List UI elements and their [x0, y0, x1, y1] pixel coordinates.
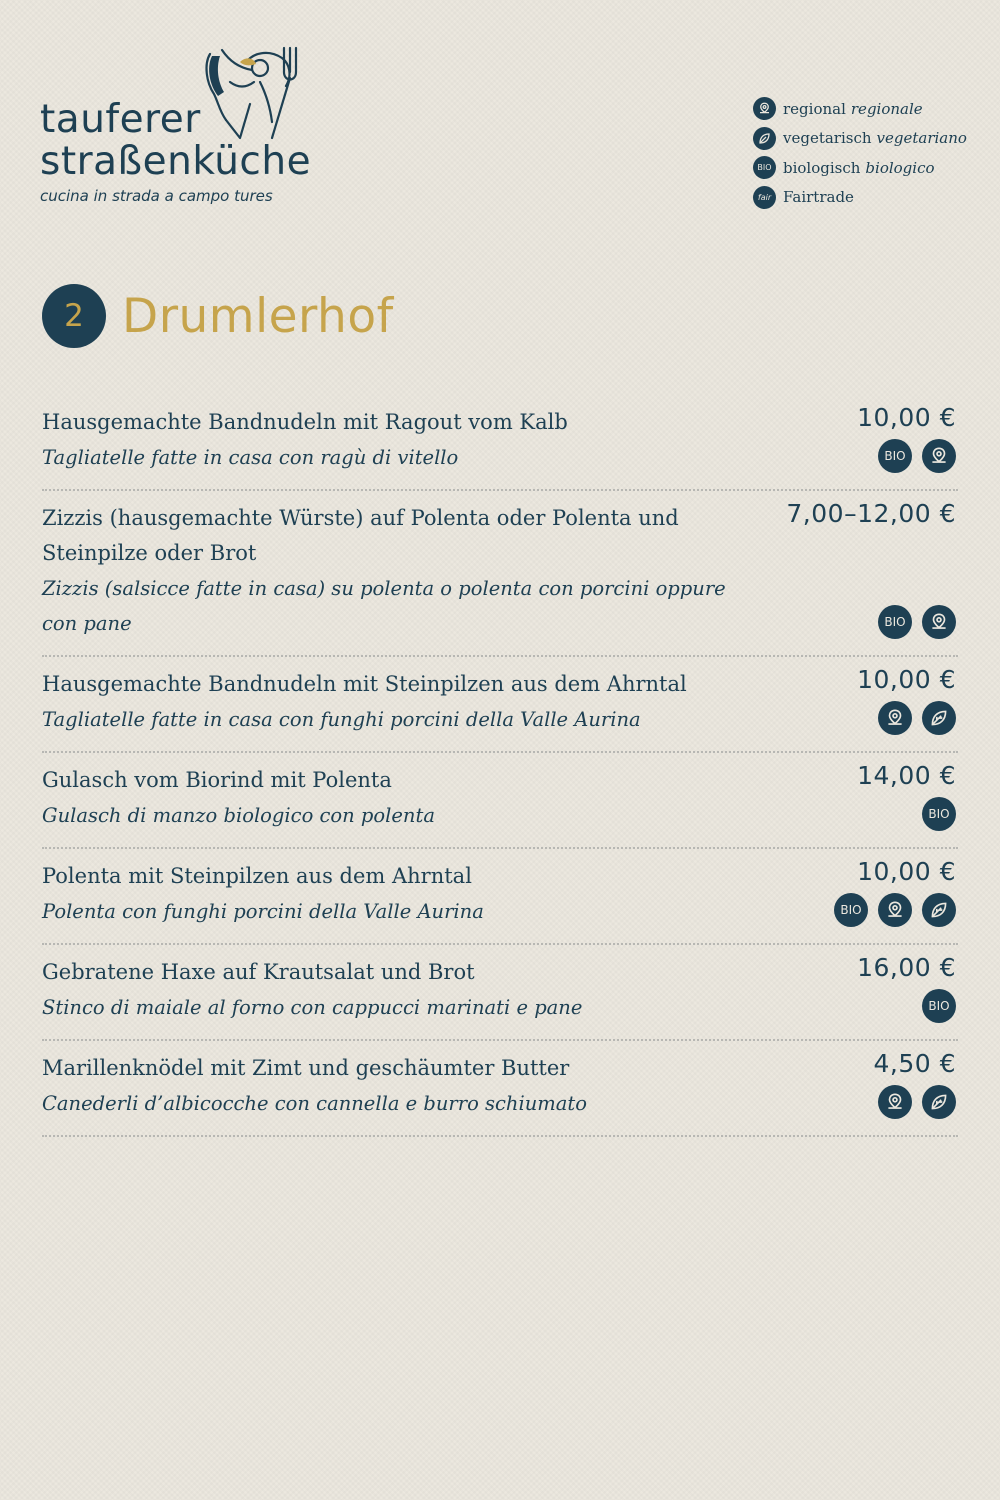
brand-name-line1: tauferer: [40, 97, 201, 142]
dish-name-de: Gebratene Haxe auf Krautsalat und Brot: [42, 960, 475, 984]
legend-item-bio: [753, 153, 967, 183]
menu-item: [42, 753, 958, 849]
dish-name-it: Tagliatelle fatte in casa con funghi porcini della Valle Aurina: [42, 708, 641, 731]
icon-legend: [753, 94, 967, 212]
bio-icon: BIO: [922, 797, 956, 831]
dish-name-it: Polenta con funghi porcini della Valle Aurina: [42, 900, 484, 923]
dish-price: 16,00 €: [857, 953, 956, 982]
dish-name-it: Stinco di maiale al forno con cappucci marinati e pane: [42, 996, 583, 1019]
dish-icons: [878, 701, 956, 735]
dish-price: 10,00 €: [857, 665, 956, 694]
menu-item: [42, 849, 958, 945]
dish-name-it: Gulasch di manzo biologico con polenta: [42, 804, 435, 827]
leaf-icon: [922, 893, 956, 927]
legend-item-fairtrade: [753, 183, 967, 213]
dish-name-de: Marillenknödel mit Zimt und geschäumter Butter: [42, 1056, 570, 1080]
dish-icons: [878, 1085, 956, 1119]
pin-icon: [878, 1085, 912, 1119]
legend-label-it: regionale: [850, 99, 923, 118]
pin-icon: [878, 701, 912, 735]
pin-icon: [878, 893, 912, 927]
dish-icons: [878, 439, 956, 473]
dish-name-it: Zizzis (salsicce fatte in casa) su polenta o polenta con porcini oppure con pane: [42, 577, 726, 635]
bio-icon: BIO: [834, 893, 868, 927]
dish-name-de: Polenta mit Steinpilzen aus dem Ahrntal: [42, 864, 472, 888]
legend-label-de: Fairtrade: [783, 188, 854, 207]
bio-icon: BIO: [922, 989, 956, 1023]
pin-icon: [922, 439, 956, 473]
dish-icons: [922, 989, 956, 1023]
brand-tagline: cucina in strada a campo tures: [40, 187, 273, 205]
leaf-icon: [922, 1085, 956, 1119]
dish-name-de: Gulasch vom Biorind mit Polenta: [42, 768, 392, 792]
legend-label-de: regional: [783, 99, 846, 118]
menu-item: [42, 945, 958, 1041]
dish-icons: [834, 893, 956, 927]
bio-icon: BIO: [878, 605, 912, 639]
legend-item-vegetarian: [753, 124, 967, 154]
section-header: [42, 284, 394, 348]
legend-label-de: biologisch: [783, 158, 861, 177]
dish-name-de: Hausgemachte Bandnudeln mit Steinpilzen aus dem Ahrntal: [42, 672, 687, 696]
menu-item: [42, 657, 958, 753]
section-number-badge: 2: [42, 284, 106, 348]
dish-price: 14,00 €: [857, 761, 956, 790]
menu-item: [42, 395, 958, 491]
dish-icons: [878, 605, 956, 639]
leaf-icon: [922, 701, 956, 735]
bio-icon: BIO: [753, 156, 776, 179]
dish-price: 7,00–12,00 €: [786, 499, 956, 528]
leaf-icon: [753, 127, 776, 150]
legend-item-regional: [753, 94, 967, 124]
legend-label-it: biologico: [865, 158, 935, 177]
dish-name-it: Canederli d’albicocche con cannella e burro schiumato: [42, 1092, 587, 1115]
section-title: Drumlerhof: [122, 288, 394, 344]
pin-icon: [753, 97, 776, 120]
pin-icon: [922, 605, 956, 639]
menu-item: [42, 491, 958, 657]
legend-label-it: vegetariano: [876, 129, 967, 148]
dish-name-it: Tagliatelle fatte in casa con ragù di vitello: [42, 446, 459, 469]
dish-name-de: Hausgemachte Bandnudeln mit Ragout vom Kalb: [42, 410, 568, 434]
brand-logo: [40, 40, 340, 215]
dish-icons: [922, 797, 956, 831]
dish-price: 10,00 €: [857, 857, 956, 886]
brand-name-line2: straßenküche: [40, 139, 312, 184]
fair-icon: fair: [753, 186, 776, 209]
menu-list: [42, 395, 958, 1137]
legend-label-de: vegetarisch: [783, 129, 872, 148]
logo-illustration: [200, 42, 310, 142]
bio-icon: BIO: [878, 439, 912, 473]
menu-item: [42, 1041, 958, 1137]
dish-price: 4,50 €: [873, 1049, 956, 1078]
dish-price: 10,00 €: [857, 403, 956, 432]
dish-name-de: Zizzis (hausgemachte Würste) auf Polenta oder Polenta und Steinpilze oder Brot: [42, 506, 679, 565]
